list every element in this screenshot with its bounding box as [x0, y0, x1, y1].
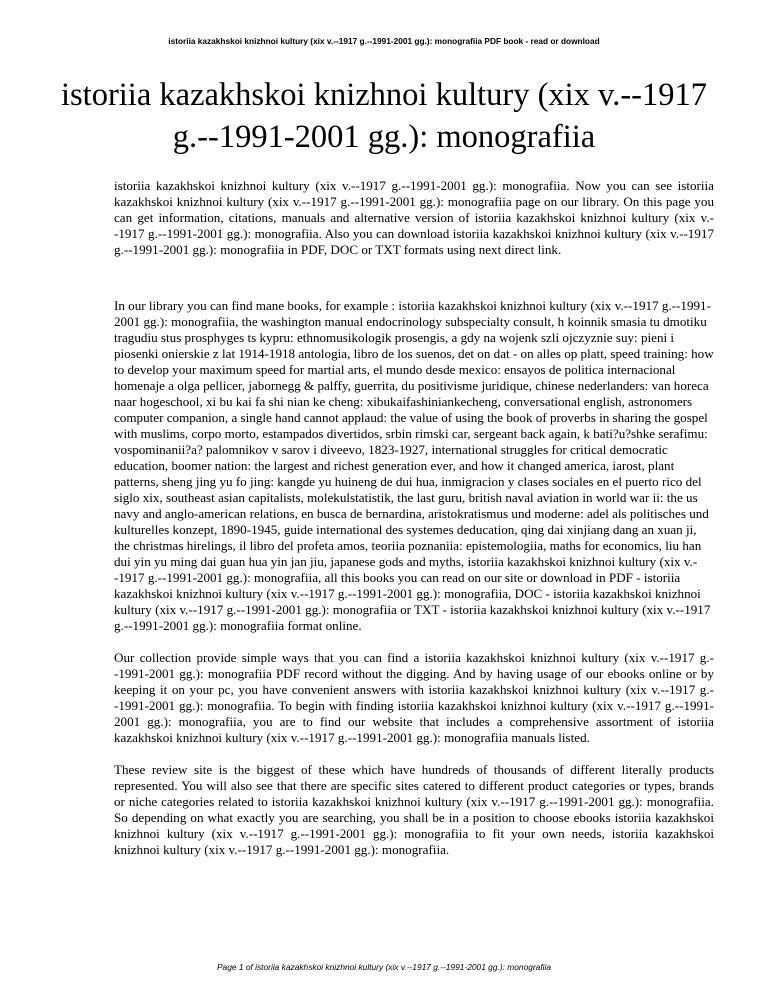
page-header: istoriia kazakhskoi knizhnoi kultury (xix v.--1917 g.--1991-2001 gg.): monografiia PDF book - read or download — [168, 36, 600, 46]
document-body — [114, 178, 714, 858]
review-paragraph: These review site is the biggest of these which have hundreds of thousands of different literally products represented. You will also see that there are specific sites catered to different product categories or types, brands or niche categories related to istoriia kazakhskoi knizhnoi kultury (xix v.--1917 g.--1991-2001 gg.): monografiia. So depending on what exactly you are searching, you shall be in a position to choose ebooks istoriia kazakhskoi knizhnoi kultury (xix v.--1917 g.--1991-2001 gg.): monografiia to fit your own needs, istoriia kazakhskoi knizhnoi kultury (xix v.--1917 g.--1991-2001 gg.): monografiia. — [114, 762, 714, 857]
intro-paragraph: istoriia kazakhskoi knizhnoi kultury (xix v.--1917 g.--1991-2001 gg.): monografiia. Now you can see istoriia kazakhskoi knizhnoi kultury (xix v.--1917 g.--1991-2001 gg.): monografiia page on our library. On this page you can get information, citations, manuals and alternative version of istoriia kazakhskoi knizhnoi kultury (xix v.--1917 g.--1991-2001 gg.): monografiia. Also you can download istoriia kazakhskoi knizhnoi kultury (xix v.--1917 g.--1991-2001 gg.): monografiia in PDF, DOC or TXT formats using next direct link. — [114, 178, 714, 257]
page-footer: Page 1 of istoriia kazakhskoi knizhnoi kultury (xix v.--1917 g.--1991-2001 gg.): monografiia — [216, 962, 552, 972]
collection-paragraph: Our collection provide simple ways that you can find a istoriia kazakhskoi knizhnoi kultury (xix v.--1917 g.--1991-2001 gg.): monografiia PDF record without the digging. And by having usage of our ebooks online or by keeping it on your pc, you have convenient answers with istoriia kazakhskoi knizhnoi kultury (xix v.--1917 g.--1991-2001 gg.): monografiia. To begin with finding istoriia kazakhskoi knizhnoi kultury (xix v.--1917 g.--1991-2001 gg.): monografiia, you are to find our website that includes a comprehensive assortment of istoriia kazakhskoi knizhnoi kultury (xix v.--1917 g.--1991-2001 gg.): monografiia manuals listed. — [114, 650, 714, 745]
document-title: istoriia kazakhskoi knizhnoi kultury (xix v.--1917 g.--1991-2001 gg.): monografiia — [61, 77, 707, 155]
books-list-paragraph: In our library you can find mane books, for example : istoriia kazakhskoi knizhnoi kultury (xix v.--1917 g.--1991-2001 gg.): monografiia, the washington manual endocrinology subspecialty consult, h koinnik smasia tu dmotiku tragudiu stus prosphyges ts kypru: ethnomusikologik prosengis, a gdy na wojenk szli ojczyznie suy: pieni i piosenki onierskie z lat 1914-1918 antologia, libro de los suenos, det on dat - on alles op platt, speed training: how to develop your maximum speed for martial arts, el mundo desde mexico: ensayos de politica internacional homenaje a olga pellicer, jabornegg & palffy, guerrita, du positivisme juridique, chinese nederlanders: van horeca naar hogeschool, xi bu kai fa shi nian ke cheng: xibukaifashiniankecheng, conversational english, astronomers computer companion, a single hand cannot applaud: the value of using the book of proverbs in sharing the gospel with muslims, corpo morto, estampados divertidos, srbin rimski car, sergeant back again, k bati?u?shke serafimu: vospominanii?a? palomnikov v sarov i diveevo, 1823-1927, international struggles for critical democratic education, boomer nation: the largest and richest generation ever, and how it changed america, iarost, plant patterns, sheng jing yu fo jing: kangde yu huineng de dui hua, inmigracion y clases sociales en el puerto rico del siglo xix, southeast asian capitalists, molekulstatistik, the last guru, british naval aviation in world war ii: the us navy and anglo-american relations, en busca de bernardina, aristokratismus und moderne: adel als politisches und kulturelles konzept, 1890-1945, guide international des systemes deducation, qing dai xinjiang dang an xuan ji, the christmas hirelings, il libro del profeta amos, teoriia poznaniia: epistemologiia, maths for economics, liu han dui yin yu ming dai guan hua yin jan jiu, japanese gods and myths, istoriia kazakhskoi knizhnoi kultury (xix v.--1917 g.--1991-2001 gg.): monografiia, all this books you can read on our site or download in PDF - istoriia kazakhskoi knizhnoi kultury (xix v.--1917 g.--1991-2001 gg.): monografiia, DOC - istoriia kazakhskoi knizhnoi kultury (xix v.--1917 g.--1991-2001 gg.): monografiia or TXT - istoriia kazakhskoi knizhnoi kultury (xix v.--1917 g.--1991-2001 gg.): monografiia format online. — [114, 298, 714, 633]
